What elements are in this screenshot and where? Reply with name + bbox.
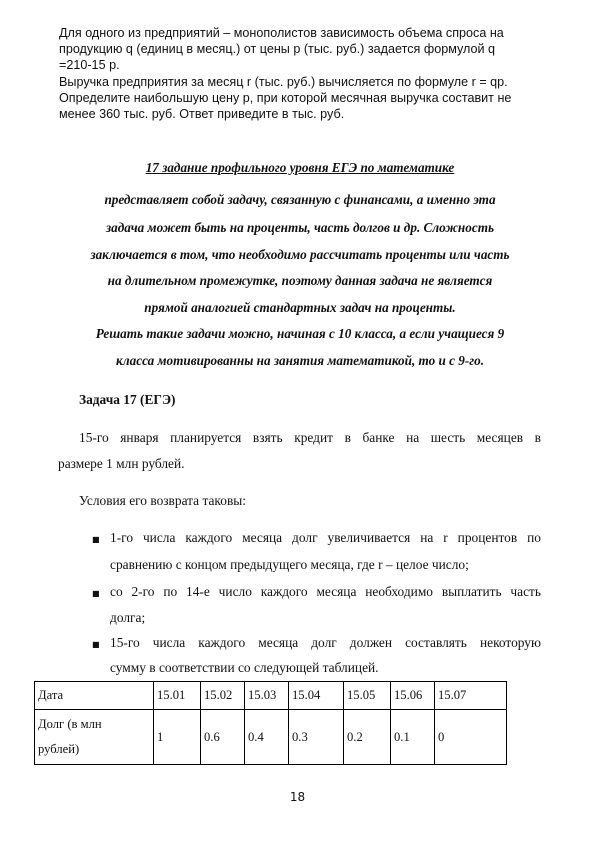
- intro-line: задача может быть на проценты, часть долгов и др. Сложность: [106, 220, 494, 235]
- table-header-cell: 15.02: [201, 682, 245, 710]
- table-row-label: [35, 710, 154, 765]
- table-header-cell: 15.03: [245, 682, 289, 710]
- bullet-line: 1-го числа каждого месяца долг увеличивается на r процентов по: [110, 530, 541, 545]
- problem-line: продукцию q (единиц в месяц.) от цены p (тыс. руб.) задается формулой q: [59, 42, 496, 57]
- row-label-line: Долг (в млн: [38, 717, 102, 731]
- bullet-line: долга;: [110, 610, 146, 625]
- bullet-line: со 2-го по 14-е число каждого месяца необходимо выплатить часть: [110, 584, 541, 599]
- intro-line: прямой аналогией стандартных задач на проценты.: [144, 300, 456, 315]
- table-cell: 0: [435, 710, 507, 765]
- table-cell: 0.2: [344, 710, 391, 765]
- intro-line: представляет собой задачу, связанную с финансами, а именно эта: [104, 192, 496, 207]
- bullet-icon: ■: [92, 535, 100, 544]
- page-number: 18: [289, 790, 306, 804]
- intro-line: заключается в том, что необходимо рассчитать проценты или часть: [90, 247, 510, 262]
- bullet-icon: ■: [92, 589, 100, 598]
- intro-line: класса мотивированны на занятия математикой, то и с 9-го.: [115, 353, 485, 368]
- problem-line: Для одного из предприятий – монополистов зависимость объема спроса на: [59, 26, 504, 40]
- table-header-cell: 15.05: [344, 682, 391, 710]
- row-label-line: рублей): [38, 742, 80, 756]
- table-row: [35, 710, 507, 765]
- problem-line: Выручка предприятия за месяц r (тыс. руб.) вычисляется по формуле r = qp.: [59, 74, 508, 89]
- table-header-cell: 15.04: [289, 682, 344, 710]
- problem-line: менее 360 тыс. руб. Ответ приведите в тыс. руб.: [59, 107, 345, 122]
- intro-line: на длительном промежутке, поэтому данная задача не является: [107, 273, 493, 288]
- bullet-icon: ■: [92, 640, 100, 649]
- table-cell: 0.1: [391, 710, 435, 765]
- problem-line: Определите наибольшую цену p, при которой месячная выручка составит не: [59, 90, 512, 105]
- table-cell: 1: [154, 710, 201, 765]
- problem-text: [59, 25, 511, 122]
- task-paragraph-line: 15-го января планируется взять кредит в банке на шесть месяцев в: [79, 430, 541, 445]
- table-header-cell: 15.07: [435, 682, 507, 710]
- table-row: [35, 682, 507, 710]
- intro-line: Решать такие задачи можно, начиная с 10 класса, а если учащиеся 9: [95, 326, 505, 341]
- conditions-intro: Условия его возврата таковы:: [79, 493, 246, 508]
- debt-table: [34, 681, 507, 765]
- bullet-line: сравнению с концом предыдущего месяца, где r – целое число;: [110, 557, 469, 572]
- task-heading: Задача 17 (ЕГЭ): [79, 392, 176, 407]
- table-header-cell: 15.01: [154, 682, 201, 710]
- table-cell: 0.4: [245, 710, 289, 765]
- table-header-cell: 15.06: [391, 682, 435, 710]
- problem-line: =210-15 p.: [59, 58, 120, 73]
- table-header-cell: Дата: [35, 682, 154, 710]
- table-cell: 0.6: [201, 710, 245, 765]
- intro-title: 17 задание профильного уровня ЕГЭ по математике: [145, 160, 455, 175]
- task-paragraph-line: размере 1 млн рублей.: [58, 456, 185, 471]
- table-cell: 0.3: [289, 710, 344, 765]
- bullet-line: 15-го числа каждого месяца долг должен составлять некоторую: [110, 635, 541, 650]
- bullet-line: сумму в соответствии со следующей таблицей.: [110, 660, 379, 675]
